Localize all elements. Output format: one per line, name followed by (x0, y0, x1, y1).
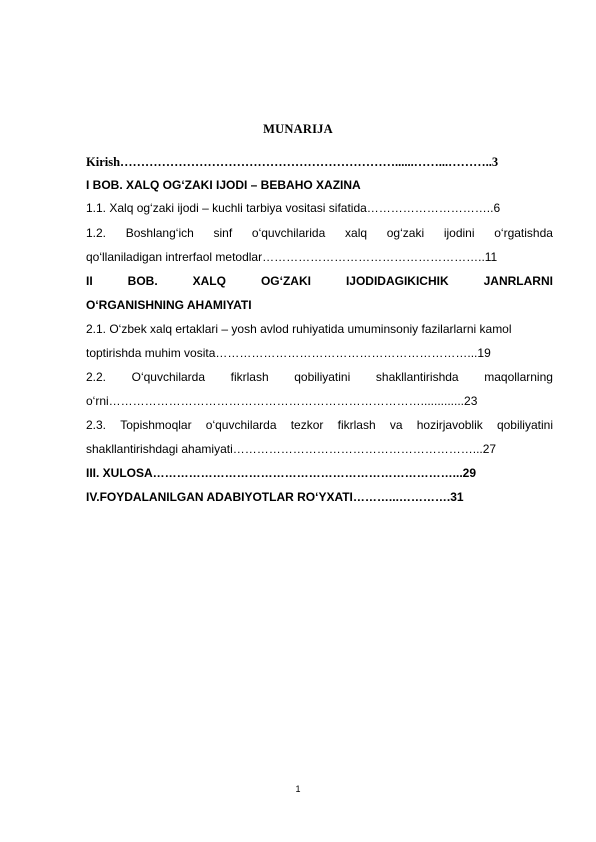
toc-section-1-2-cont: qo‘llaniladigan intrerfaol metodlar………………………………………………..11 (86, 250, 498, 264)
toc-word: xalq (345, 226, 368, 240)
toc-word: O‘quvchilarda (131, 370, 205, 384)
toc-section-2-3 (86, 417, 553, 433)
toc-word: sinf (213, 226, 233, 240)
page-title: MUNARIJA (263, 122, 333, 136)
toc-section-1-2 (86, 225, 553, 241)
toc-word: o‘quvchilarida (251, 226, 326, 240)
toc-section-2-3-cont: shakllantirishdagi ahamiyati……………………………………………………...27 (86, 442, 497, 456)
toc-chapter-2 (86, 273, 553, 289)
toc-word: 1.2. (86, 226, 107, 240)
toc-word: XALQ (192, 274, 226, 288)
toc-word: o‘rgatishda (494, 226, 553, 240)
toc-conclusion: III. XULOSA…………………………………………………………………...29 (86, 466, 477, 480)
toc-chapter-2-cont: O‘RGANISHNING AHAMIYATI (86, 298, 252, 312)
toc-section-2-2 (86, 369, 553, 385)
toc-section-2-2-cont: o‘rni…………………………………………………………………….............23 (86, 394, 478, 408)
toc-section-2-1: 2.1. O‘zbek xalq ertaklari – yosh avlod ruhiyatida umuminsoniy fazilarlarni kamol (86, 322, 512, 336)
toc-entry-kirish: Kirish…………………………………………………………......……...………..3 (86, 155, 499, 169)
toc-word: og‘zaki (386, 226, 425, 240)
toc-chapter-1: I BOB. XALQ OG‘ZAKI IJODI – BEBAHO XAZINA (86, 178, 361, 192)
toc-section-2-1-cont: toptirishda muhim vosita………………………………………………………...19 (86, 346, 491, 360)
toc-word: OG‘ZAKI (260, 274, 311, 288)
toc-word: va (389, 418, 403, 432)
toc-word: tezkor (290, 418, 324, 432)
toc-word: BOB. (127, 274, 158, 288)
toc-word: Topishmoqlar (120, 418, 192, 432)
toc-references: IV.FOYDALANILGAN ADABIYOTLAR RO‘YXATI………...………….31 (86, 490, 464, 504)
toc-word: qobiliyatini (294, 370, 351, 384)
toc-word: 2.3. (86, 418, 107, 432)
toc-word: hozirjavoblik (416, 418, 483, 432)
toc-word: fikrlash (230, 370, 269, 384)
toc-word: IJODIDAGIKICHIK (345, 274, 449, 288)
toc-word: qobiliyatini (496, 418, 553, 432)
toc-word: Boshlang‘ich (125, 226, 194, 240)
toc-word: JANRLARNI (483, 274, 553, 288)
page-number: 1 (295, 784, 301, 794)
toc-word: II (86, 274, 93, 288)
toc-word: 2.2. (86, 370, 107, 384)
toc-word: shakllantirishda (375, 370, 459, 384)
toc-section-1-1: 1.1. Xalq og‘zaki ijodi – kuchli tarbiya vositasi sifatida…………………………..6 (86, 201, 501, 215)
toc-word: o‘quvchilarda (205, 418, 277, 432)
toc-word: fikrlash (337, 418, 376, 432)
toc-word: ijodini (443, 226, 475, 240)
toc-word: maqollarning (484, 370, 553, 384)
